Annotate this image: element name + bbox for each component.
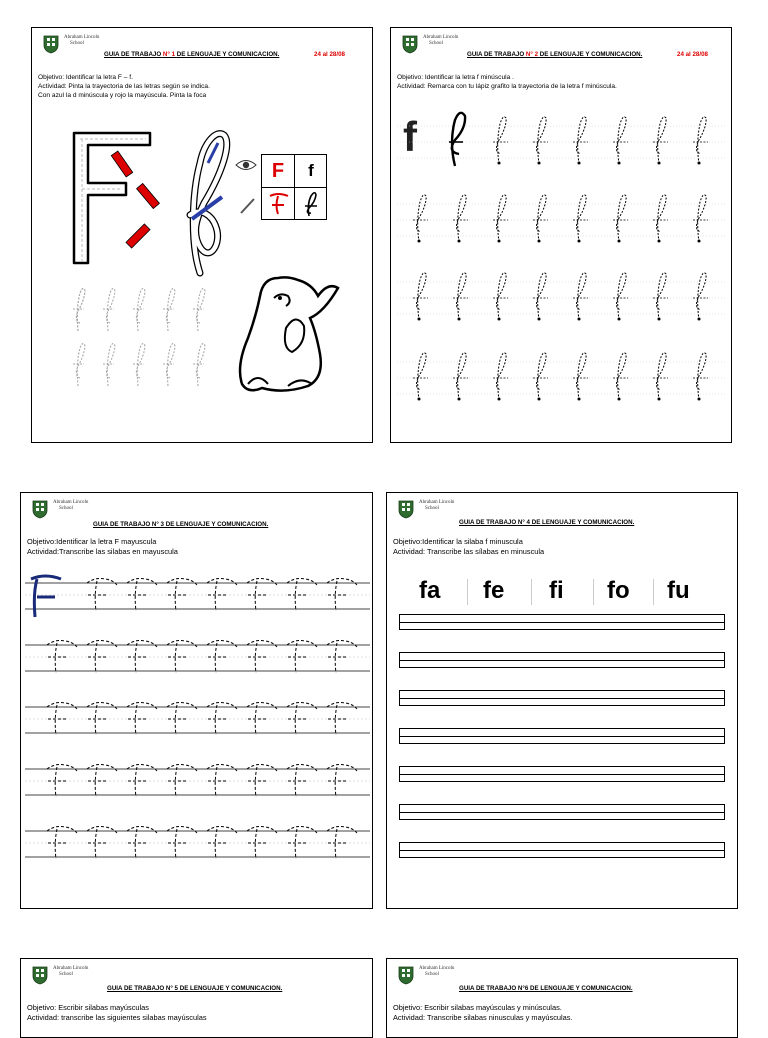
letter-reference-box [261,154,327,220]
activity-text: Actividad: Remarca con tu lápiz grafito la trayectoria de la letra f minúscula. [397,83,617,90]
writing-line [399,842,725,858]
writing-line [399,690,725,706]
activity-text: Actividad:Transcribe las silabas en mayuscula [27,547,178,556]
trace-practice-grid [68,283,218,393]
worksheet-title: GUIA DE TRABAJO N° 3 DE LENGUAJE Y COMUNICACION. [93,521,269,528]
instructions [397,73,617,91]
practice-rows [397,104,727,434]
worksheet-title: GUIA DE TRABAJO N° 5 DE LENGUAJE Y COMUNICACION. [107,985,283,992]
instructions [38,73,210,100]
syllable-fu: fu [667,577,690,604]
school-name: Abraham Lincoln School [64,35,100,46]
worksheet-header [42,34,366,60]
school-logo-icon [401,34,419,54]
syllable-fi: fi [549,577,564,604]
uppercase-f-practice-rows [25,573,370,893]
print-uppercase-f: F [271,160,285,182]
cursive-lowercase-f [295,188,327,220]
worksheet-6 [386,958,738,1038]
worksheet-header [31,965,366,991]
worksheet-title: GUIA DE TRABAJO N° 4 DE LENGUAJE Y COMUNICACION. [459,519,635,526]
school-name: Abraham Lincoln School [53,500,89,511]
objective-text: Objetivo:Identificar la silaba f minuscula [393,537,523,546]
worksheet-1 [31,27,373,443]
activity-text: Actividad: Transcribe las sílabas en minuscula [393,547,545,556]
worksheet-title: GUIA DE TRABAJO N° 2 DE LENGUAJE Y COMUNICACION. [467,51,643,58]
worksheet-2 [390,27,732,443]
instructions [27,1003,207,1023]
extra-instruction-text: Con azul la d minúscula y rojo la mayúscula. Pinta la foca [38,92,207,99]
school-logo-icon [31,965,49,985]
worksheet-title: GUIA DE TRABAJO N°6 DE LENGUAJE Y COMUNICACION. [459,985,633,992]
activity-text: Actividad: Pinta la trayectoria de las letras según se indica. [38,83,210,90]
seal-drawing [228,268,348,398]
pencil-icon [238,196,258,216]
red-crayon-icon [111,151,159,248]
school-logo-icon [397,965,415,985]
school-logo-icon [31,499,49,519]
instructions [27,537,178,557]
school-name: Abraham Lincoln School [423,35,459,46]
instructions [393,1003,573,1023]
syllable-fa: fa [419,577,441,604]
worksheet-5 [20,958,373,1038]
worksheet-header [31,499,366,528]
school-name: Abraham Lincoln School [419,500,455,511]
big-cursive-f-drawing [170,123,240,283]
worksheet-header [397,499,731,525]
print-lowercase-f: f [308,161,314,180]
syllable-header-row [407,577,727,607]
writing-line [399,804,725,820]
cursive-uppercase-f [262,188,294,220]
school-name: Abraham Lincoln School [53,966,89,977]
worksheet-4 [386,492,738,909]
worksheet-header [401,34,725,60]
eye-icon [234,158,258,172]
objective-text: Objetivo: Escribir silabas mayúsculas [27,1003,149,1012]
big-uppercase-f-drawing [60,123,170,283]
syllable-fo: fo [607,577,630,604]
activity-text: Actividad: transcribe las siguientes silabas mayúsculas [27,1013,207,1022]
school-logo-icon [397,499,415,519]
writing-line [399,652,725,668]
objective-text: Objetivo: Identificar la letra F – f. [38,74,133,81]
syllable-fe: fe [483,577,505,604]
model-print-f: f [403,113,417,160]
objective-text: Objetivo:Identificar la letra F mayuscula [27,537,157,546]
writing-line [399,766,725,782]
writing-line [399,614,725,630]
objective-text: Objetivo: Escribir silabas mayúsculas y minúsculas. [393,1003,562,1012]
school-logo-icon [42,34,60,54]
objective-text: Objetivo: Identificar la letra f minúscula . [397,74,514,81]
instructions [393,537,544,557]
school-name: Abraham Lincoln School [419,966,455,977]
worksheet-3 [20,492,373,909]
worksheet-header [397,965,731,991]
activity-text: Actividad: Transcribe silabas ninusculas y mayúsculas. [393,1013,573,1022]
worksheet-date: 24 al 28/08 [314,51,345,58]
worksheet-title: GUIA DE TRABAJO N° 1 DE LENGUAJE Y COMUNICACION. [104,51,280,58]
worksheet-date: 24 al 28/08 [677,51,708,58]
writing-line [399,728,725,744]
